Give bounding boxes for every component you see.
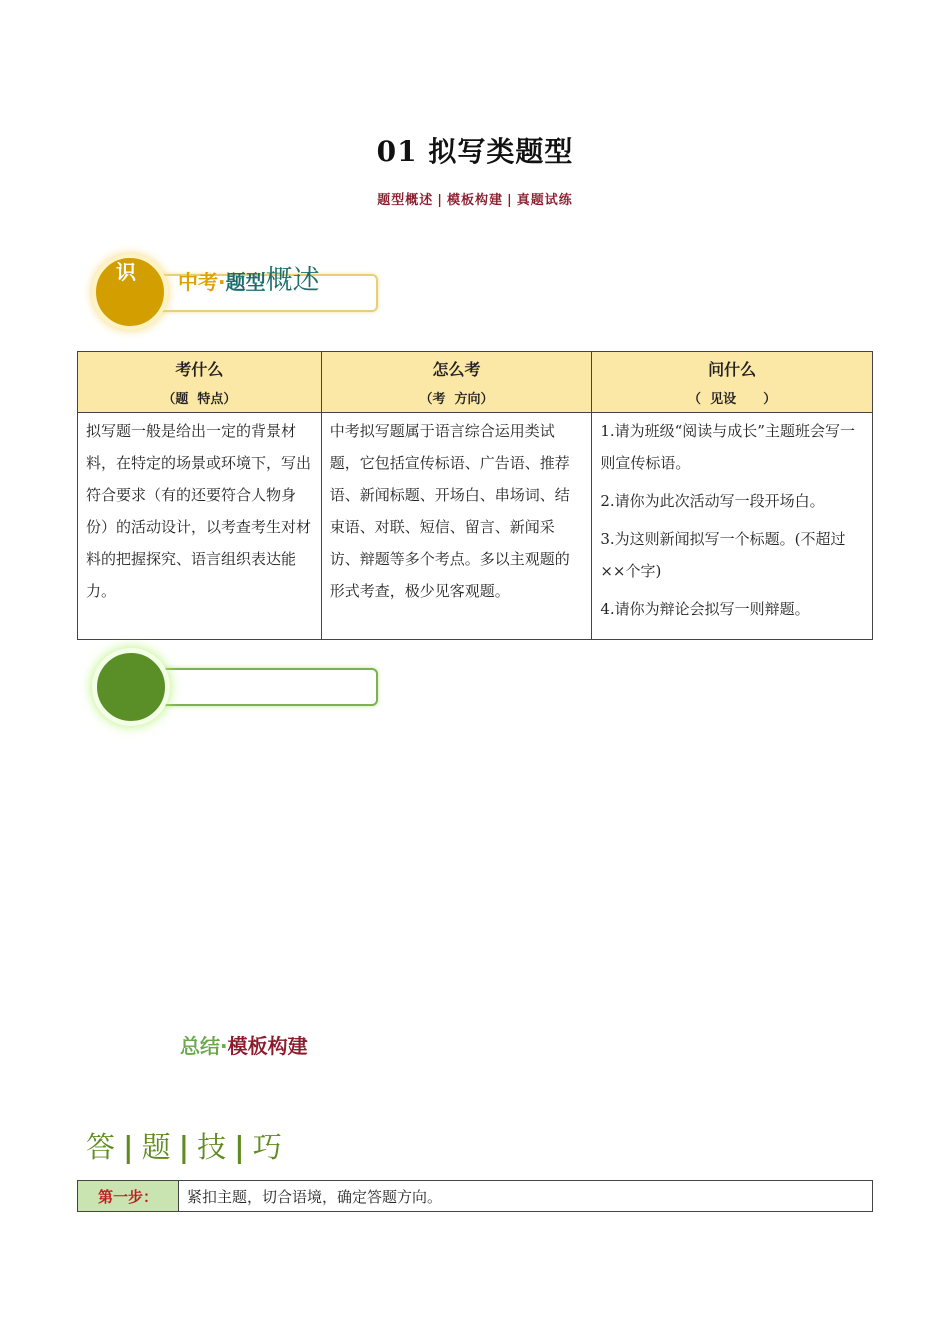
tips-separator: | bbox=[234, 1130, 247, 1164]
header-main: 问什么 bbox=[708, 360, 757, 379]
overview-table bbox=[77, 351, 873, 640]
step-row bbox=[78, 1181, 873, 1212]
cell-features: 拟写题一般是给出一定的背景材料，在特定的场景或环境下，写出符合要求（有的还要符合人物身份）的活动设计，以考查考生对材料的把握探究、语言组织表达能力。 bbox=[78, 413, 322, 640]
header-ask bbox=[592, 352, 873, 413]
badge-label-middle: 题型 bbox=[225, 270, 266, 294]
summary-label-title: 模板构建 bbox=[227, 1034, 308, 1058]
document-subtitle bbox=[0, 189, 950, 208]
badge-circle bbox=[92, 648, 170, 726]
subtitle-item-overview: 题型概述 bbox=[377, 193, 434, 208]
section-badge-summary bbox=[92, 648, 382, 728]
header-sub: （ 见设 ） bbox=[688, 392, 777, 407]
badge-bar bbox=[154, 668, 378, 706]
header-sub: （考 方向） bbox=[419, 392, 494, 407]
tips-heading-char: 巧 bbox=[252, 1130, 284, 1164]
header-how bbox=[321, 352, 592, 413]
tips-heading bbox=[86, 1125, 284, 1166]
question-item: 3.为这则新闻拟写一个标题。(不超过××个字) bbox=[600, 530, 846, 580]
cell-directions: 中考拟写题属于语言综合运用类试题，它包括宣传标语、广告语、推荐语、新闻标题、开场白、串场词、结束语、对联、短信、留言、新闻采访、辩题等多个考点。多以主观题的形式考查，极少见客观题。 bbox=[321, 413, 592, 640]
subtitle-separator: | bbox=[507, 193, 513, 208]
subtitle-separator: | bbox=[437, 193, 443, 208]
overview-body-row bbox=[78, 413, 873, 640]
question-item: 1.请为班级“阅读与成长”主题班会写一则宣传标语。 bbox=[600, 422, 855, 472]
badge-glyph: 识 bbox=[116, 260, 136, 284]
tips-separator: | bbox=[123, 1130, 136, 1164]
badge-label bbox=[178, 258, 320, 297]
header-main: 考什么 bbox=[175, 360, 224, 379]
subtitle-item-template: 模板构建 bbox=[446, 193, 503, 208]
summary-section-label bbox=[180, 1030, 308, 1059]
step-label: 第一步： bbox=[78, 1181, 179, 1212]
steps-table bbox=[77, 1180, 873, 1212]
badge-label-suffix: 概述 bbox=[265, 265, 320, 296]
summary-label-prefix: 总结· bbox=[180, 1034, 228, 1058]
badge-label-prefix: 中考· bbox=[178, 270, 226, 294]
question-item: 2.请你为此次活动写一段开场白。 bbox=[600, 492, 825, 510]
overview-header-row bbox=[78, 352, 873, 413]
question-item: 4.请你为辩论会拟写一则辩题。 bbox=[600, 600, 810, 618]
tips-heading-char: 技 bbox=[197, 1130, 229, 1164]
tips-heading-char: 答 bbox=[86, 1130, 118, 1164]
tips-heading-char: 题 bbox=[141, 1130, 173, 1164]
header-what bbox=[78, 352, 322, 413]
header-main: 怎么考 bbox=[432, 360, 481, 379]
step-text: 紧扣主题，切合语境，确定答题方向。 bbox=[179, 1181, 873, 1212]
section-badge-overview bbox=[92, 252, 382, 332]
tips-separator: | bbox=[178, 1130, 192, 1164]
cell-questions bbox=[592, 413, 873, 640]
document-title: 01 拟写类题型 bbox=[376, 135, 574, 168]
subtitle-item-practice: 真题试练 bbox=[516, 193, 573, 208]
header-sub: （题 特点） bbox=[162, 392, 237, 407]
